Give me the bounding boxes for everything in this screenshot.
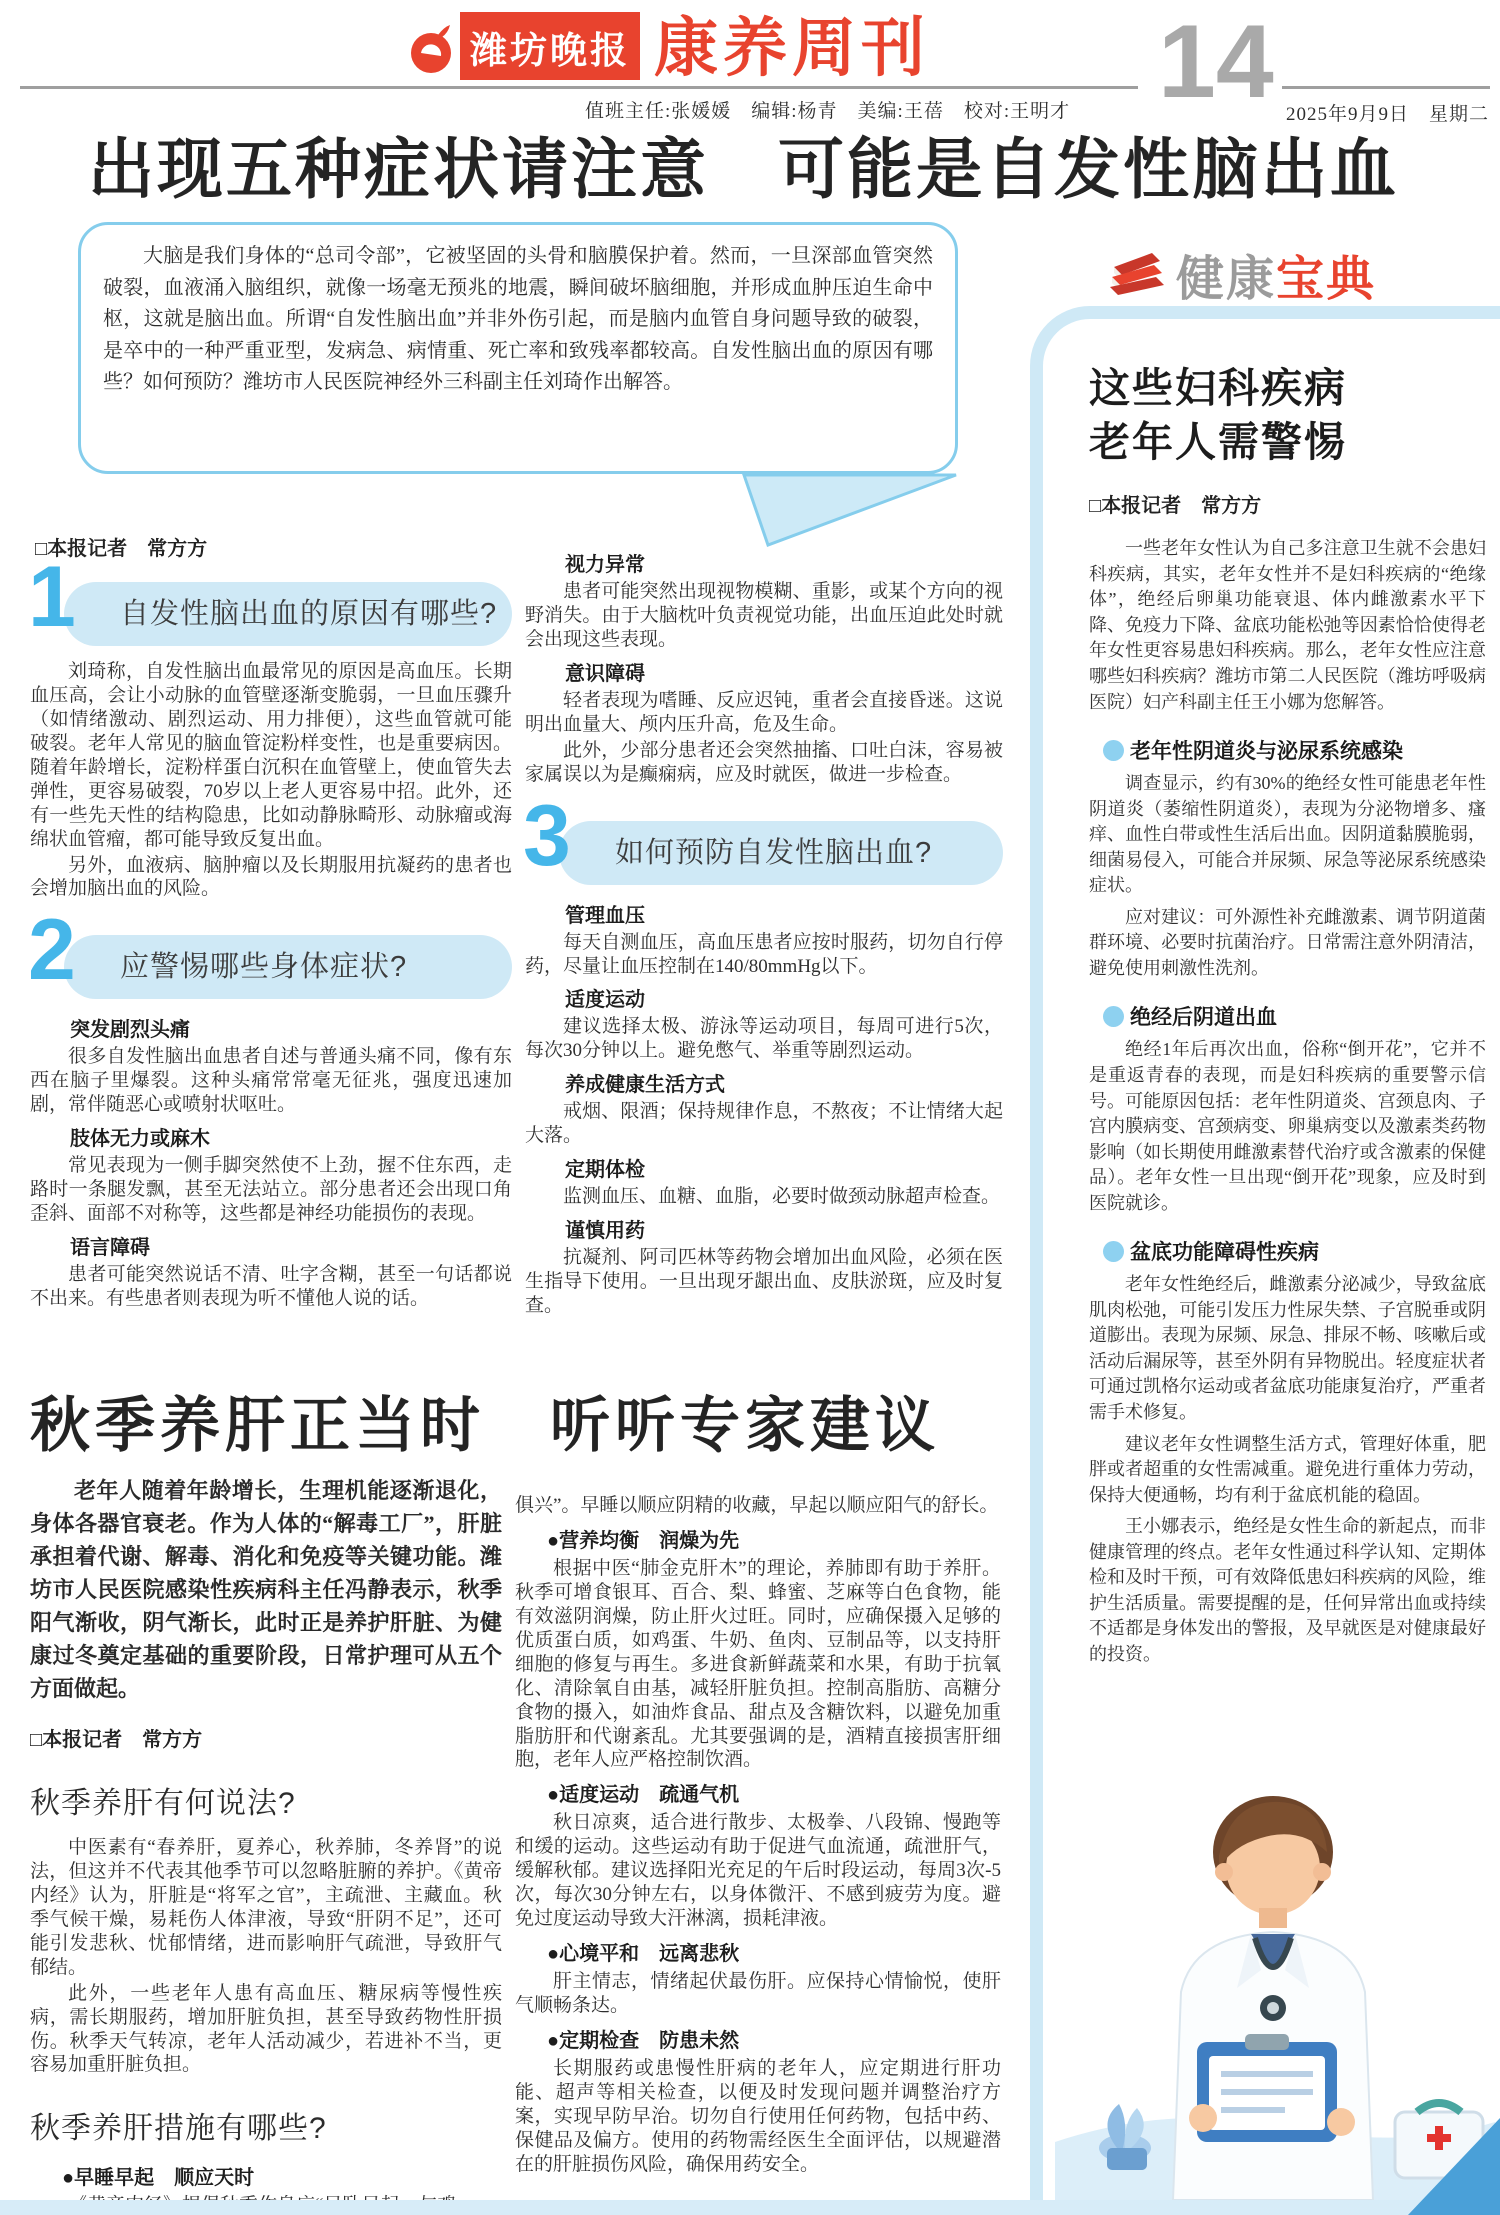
corner-triangle	[1408, 2118, 1500, 2215]
main-byline: □本报记者 常方方	[35, 538, 208, 560]
paragraph: 长期服药或患慢性肝病的老年人，应定期进行肝功能、超声等相关检查，以便及时发现问题并调整治疗方案，实现早防早治。切勿自行使用任何药物，包括中药、保健品及偏方。使用的药物需经医生全面评估，以规避潜在的肝脏损伤风险，确保用药安全。	[515, 2057, 1001, 2175]
page-number: 14	[1158, 4, 1274, 120]
bottom-byline: □本报记者 常方方	[30, 1729, 203, 1751]
measure-subhead: ●早睡早起 顺应天时	[62, 2167, 255, 2190]
section-2-header	[28, 902, 512, 999]
section-title-pill: 应警惕哪些身体症状?	[64, 935, 512, 999]
question-title: 秋季养肝措施有哪些?	[30, 2112, 327, 2146]
section-3-header	[523, 787, 1003, 885]
paragraph: 根据中医“肺金克肝木”的理论，养肺即有助于养肝。秋季可增食银耳、百合、梨、蜂蜜、芝麻等白色食物，能有效滋阴润燥，防止肝火过旺。同时，应确保摄入足够的优质蛋白质，如鸡蛋、牛奶、鱼肉、豆制品等，以支持肝细胞的修复与再生。多进食新鲜蔬菜和水果，有助于抗氧化、清除氧自由基，减轻肝脏负担。控制高脂肪、高糖分食物的摄入，如油炸食品、甜点及含糖饮料，以避免加重脂肪肝和代谢紊乱。尤其要强调的是，酒精直接损害肝细胞，老年人应严格控制饮酒。	[515, 1557, 1001, 1771]
prevention-subhead: 养成健康生活方式	[565, 1074, 725, 1097]
paragraph: 此外，一些老年人患有高血压、糖尿病等慢性疾病，需长期服药，增加肝脏负担，甚至导致药物性肝损伤。秋季天气转凉，老年人活动减少，若进补不当，更容易加重肝脏负担。	[30, 1982, 502, 2076]
section-number: 1	[28, 549, 76, 645]
masthead-logo-icon	[408, 23, 454, 80]
section-number: 3	[523, 787, 571, 884]
paragraph: 老年女性绝经后，雌激素分泌减少，导致盆底肌肉松弛，可能引发压力性尿失禁、子宫脱垂或阴道膨出。表现为尿频、尿急、排尿不畅、咳嗽后或活动后漏尿等，甚至外阴有异物脱出。轻度症状者可通过凯格尔运动或者盆底功能康复治疗，严重者需手术修复。	[1089, 1274, 1486, 1422]
question-title: 秋季养肝有何说法?	[30, 1787, 296, 1820]
prevention-subhead: 谨慎用药	[565, 1220, 645, 1243]
paragraph: 每天自测血压，高血压患者应按时服药，切勿自行停药，尽量让血压控制在140/80mmHg以下。	[525, 931, 1003, 977]
paragraph: 患者可能突然说话不清、吐字含糊，甚至一句话都说不出来。有些患者则表现为听不懂他人说的话。	[30, 1264, 512, 1309]
logo-text-gray: 健康	[1176, 253, 1277, 306]
paragraph: 此外，少部分患者还会突然抽搐、口吐白沫，容易被家属误以为是癫痫病，应及时就医，做进一步检查。	[525, 739, 1003, 785]
sidebar-subhead	[1103, 735, 1486, 765]
logo-text-red: 宝典	[1276, 253, 1377, 306]
header-rule-left	[20, 86, 1138, 89]
paragraph: 应对建议：可外源性补充雌激素、调节阴道菌群环境、必要时抗菌治疗。日常需注意外阴清洁，避免使用刺激性洗剂。	[1089, 906, 1486, 978]
symptom-subhead: 突发剧烈头痛	[70, 1019, 190, 1042]
sidebar-subhead	[1103, 1001, 1486, 1031]
paragraph: 绝经1年后再次出血，俗称“倒开花”，它并不是重返青春的表现，而是妇科疾病的重要警示信号。可能原因包括：老年性阴道炎、宫颈息肉、子宫内膜病变、宫颈病变、卵巢病变以及激素类药物影响（如长期使用雌激素替代治疗或含激素的保健品）。老年女性一旦出现“倒开花”现象，应及时到医院就诊。	[1089, 1039, 1486, 1213]
bottom-headline: 秋季养肝正当时 听听专家建议	[30, 1392, 940, 1459]
intro-paragraph: 大脑是我们身体的“总司令部”，它被坚固的头骨和脑膜保护着。然而，一旦深部血管突然破裂，血液涌入脑组织，就像一场毫无预兆的地震，瞬间破坏脑细胞，并形成血肿压迫生命中枢，这就是脑出血。所谓“自发性脑出血”并非外伤引起，而是脑内血管自身问题导致的破裂，是卒中的一种严重亚型，发病急、病情重、死亡率和致残率都较高。自发性脑出血的原因有哪些？如何预防？潍坊市人民医院神经外三科副主任刘琦作出解答。	[103, 245, 933, 394]
bullet-dot-icon	[1103, 1241, 1124, 1262]
section-number: 2	[28, 902, 76, 999]
paragraph: 轻者表现为嗜睡、反应迟钝，重者会直接昏迷。这说明出血量大、颅内压升高，危及生命。	[525, 689, 1003, 735]
paragraph: 戒烟、限酒；保持规律作息，不熬夜；不让情绪大起大落。	[525, 1101, 1003, 1147]
sidebar-subhead	[1103, 1236, 1486, 1266]
health-baodian-logo	[1108, 240, 1376, 309]
bottom-column-2	[515, 1494, 1001, 2179]
prevention-subhead: 适度运动	[565, 989, 645, 1012]
symptom-subhead: 视力异常	[565, 554, 645, 576]
sidebar-content	[1043, 319, 1500, 1667]
paragraph: 王小娜表示，绝经是女性生命的新起点，而非健康管理的终点。老年女性通过科学认知、定期体检和及时干预，可有效降低患妇科疾病的风险，维护生活质量。需要提醒的是，任何异常出血或持续不适都是身体发出的警报，及早就医是对健康最好的投资。	[1089, 1516, 1486, 1664]
prevention-subhead: 管理血压	[565, 904, 645, 927]
measure-subhead: ●定期检查 防患未然	[547, 2029, 740, 2052]
header-rule-right	[1282, 86, 1490, 89]
sidebar-subhead-label: 盆底功能障碍性疾病	[1130, 1241, 1319, 1265]
paragraph: 调查显示，约有30%的绝经女性可能患老年性阴道炎（萎缩性阴道炎），表现为分泌物增多、瘙痒、血性白带或性生活后出血。因阴道黏膜脆弱，细菌易侵入，可能合并尿频、尿急等泌尿系统感染症状。	[1089, 773, 1486, 896]
bottom-accent-band	[0, 2200, 1500, 2215]
intro-bubble	[78, 222, 958, 474]
paragraph: 肝主情志，情绪起伏最伤肝。应保持心情愉悦，使肝气顺畅条达。	[515, 1971, 1001, 2016]
measure-subhead: ●心境平和 远离悲秋	[547, 1943, 740, 1966]
bottom-column-1	[30, 1474, 502, 2215]
paragraph: 俱兴”。早睡以顺应阴精的收藏，早起以顺应阳气的舒长。	[515, 1495, 999, 1516]
symptom-subhead: 语言障碍	[70, 1237, 150, 1259]
staff-credits: 值班主任:张媛媛 编辑:杨青 美编:王蓓 校对:王明才	[585, 101, 1071, 122]
paragraph: 一些老年女性认为自己多注意卫生就不会患妇科疾病，其实，老年女性并不是妇科疾病的“绝缘体”，绝经后卵巢功能衰退、体内雌激素水平下降、免疫力下降、盆底功能松弛等因素恰恰使得老年女性更容易患妇科疾病。那么，老年女性应注意哪些妇科疾病？潍坊市第二人民医院（潍坊呼吸病医院）妇产科副主任王小娜为您解答。	[1089, 538, 1486, 712]
sidebar-title-line2: 老年人需警惕	[1089, 419, 1347, 466]
bubble-tail-icon	[742, 473, 962, 554]
date-line: 2025年9月9日 星期二	[1286, 104, 1490, 125]
books-icon	[1108, 245, 1170, 304]
sidebar-title-line1: 这些妇科疾病	[1089, 365, 1347, 411]
paragraph: 秋日凉爽，适合进行散步、太极拳、八段锦、慢跑等和缓的运动。这些运动有助于促进气血流通，疏泄肝气，缓解秋郁。建议选择阳光充足的午后时段运动，每周3次-5次，每次30分钟左右，以身体微汗、不感到疲劳为度。避免过度运动导致大汗淋漓，损耗津液。	[515, 1812, 1001, 1930]
measure-subhead: ●营养均衡 润燥为先	[547, 1529, 740, 1552]
weekly-title: 康养周刊	[654, 12, 930, 84]
sidebar-subhead-label: 老年性阴道炎与泌尿系统感染	[1130, 740, 1403, 764]
paragraph: 抗凝剂、阿司匹林等药物会增加出血风险，必须在医生指导下使用。一旦出现牙龈出血、皮肤淤斑，应及时复查。	[525, 1247, 1003, 1316]
sidebar-byline: □本报记者 常方方	[1089, 495, 1262, 518]
section-title-pill: 如何预防自发性脑出血?	[559, 821, 1003, 885]
paragraph: 常见表现为一侧手脚突然使不上劲，握不住东西，走路时一条腿发飘，甚至无法站立。部分患者还会出现口角歪斜、面部不对称等，这些都是神经功能损伤的表现。	[30, 1155, 512, 1225]
main-column-2	[525, 548, 1003, 1320]
symptom-subhead: 肢体无力或麻木	[70, 1128, 210, 1151]
measure-subhead: ●适度运动 疏通气机	[547, 1784, 740, 1807]
bullet-dot-icon	[1103, 740, 1124, 761]
paragraph: 另外，血液病、脑肿瘤以及长期服用抗凝药的患者也会增加脑出血的风险。	[30, 854, 512, 900]
symptom-subhead: 意识障碍	[565, 662, 645, 685]
masthead	[408, 12, 930, 84]
paragraph: 患者可能突然出现视物模糊、重影，或某个方向的视野消失。由于大脑枕叶负责视觉功能，出血压迫此处时就会出现这些表现。	[525, 581, 1003, 650]
paragraph: 刘琦称，自发性脑出血最常见的原因是高血压。长期血压高，会让小动脉的血管壁逐渐变脆弱，一旦血压骤升（如情绪激动、剧烈运动、用力排便），这些血管就可能破裂。老年人常见的脑血管淀粉样变性，也是重要病因。随着年龄增长，淀粉样蛋白沉积在血管壁上，使血管失去弹性，更容易破裂，70岁以上老人更容易中招。此外，还有一些先天性的结构隐患，比如动静脉畸形、动脉瘤或海绵状血管瘤，都可能导致反复出血。	[30, 661, 512, 850]
sidebar-subhead-label: 绝经后阴道出血	[1130, 1006, 1277, 1030]
prevention-subhead: 定期体检	[565, 1159, 645, 1182]
paragraph: 建议选择太极、游泳等运动项目，每周可进行5次，每次30分钟以上。避免憋气、举重等剧烈运动。	[525, 1016, 1003, 1062]
paragraph: 建议老年女性调整生活方式，管理好体重，肥胖或者超重的女性需减重。避免进行重体力劳动，保持大便通畅，均有利于盆底机能的稳固。	[1089, 1433, 1486, 1505]
bottom-intro: 老年人随着年龄增长，生理机能逐渐退化，身体各器官衰老。作为人体的“解毒工厂”，肝脏承担着代谢、解毒、消化和免疫等关键功能。潍坊市人民医院感染性疾病科主任冯静表示，秋季阳气渐收，阴气渐长，此时正是养护肝脏、为健康过冬奠定基础的重要阶段，日常护理可从五个方面做起。	[30, 1478, 502, 1701]
bullet-dot-icon	[1103, 1006, 1124, 1027]
paragraph: 监测血压、血糖、血脂，必要时做颈动脉超声检查。	[563, 1186, 1001, 1208]
paper-name-badge: 潍坊晚报	[460, 12, 640, 80]
main-headline: 出现五种症状请注意 可能是自发性脑出血	[88, 132, 1399, 206]
section-title-pill: 自发性脑出血的原因有哪些?	[64, 582, 512, 646]
paragraph: 中医素有“春养肝，夏养心，秋养肺，冬养肾”的说法，但这并不代表其他季节可以忽略脏腑的养护。《黄帝内经》认为，肝脏是“将军之官”，主疏泄、主藏血。秋季气候干燥，易耗伤人体津液，导致“肝阴不足”，还可能引发悲秋、忧郁情绪，进而影响肝气疏泄，导致肝气郁结。	[30, 1837, 502, 1978]
paragraph: 很多自发性脑出血患者自述与普通头痛不同，像有东西在脑子里爆裂。这种头痛常常毫无征兆，强度迅速加剧，常伴随恶心或喷射状呕吐。	[30, 1046, 512, 1116]
